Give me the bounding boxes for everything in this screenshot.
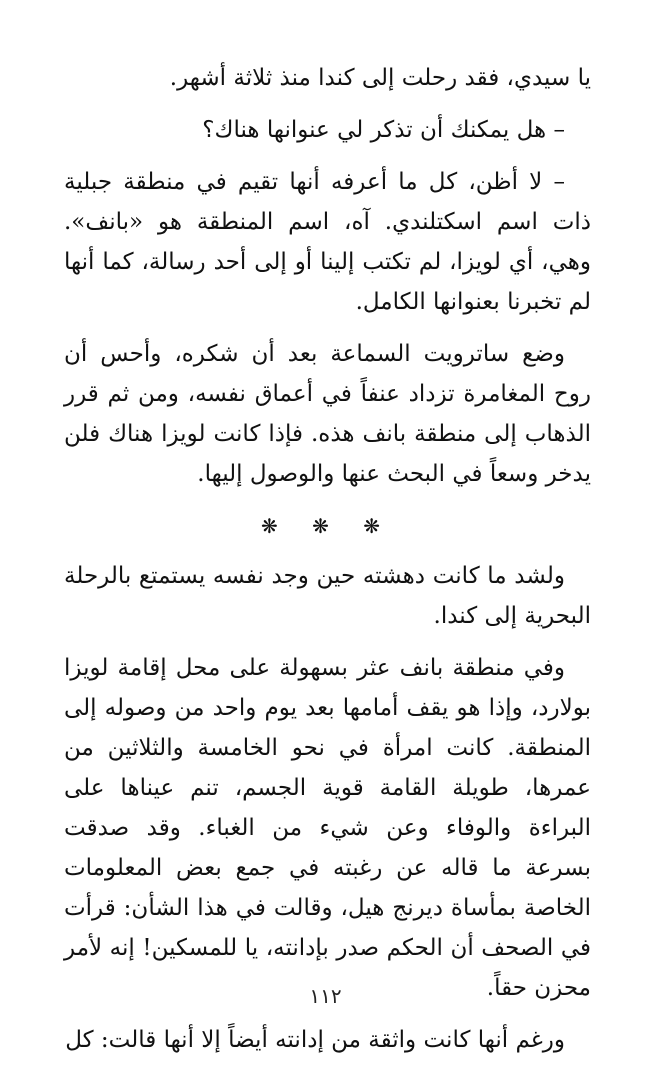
narrative-paragraph: وفي منطقة بانف عثر بسهولة على محل إقامة لويزا بولارد، وإذا هو يقف أمامها بعد يوم واحد من وصوله إلى المنطقة. كانت امرأة في نحو الخامسة والثلاثين من عمرها، طويلة القامة قوية الجسم، تنم عيناها على البراءة والوفاء وعن شيء من الغباء. وقد صدقت بسرعة ما قاله عن رغبته في جمع بعض المعلومات الخاصة بمأساة ديرنج هيل، وقالت في هذا الشأن: قرأت في الصحف أن الحكم صدر بإدانته، يا للمسكين! إنه لأمر محزن حقاً. xyxy=(64,655,591,1001)
dialogue-question: – هل يمكنك أن تذكر لي عنوانها هناك؟ xyxy=(202,117,565,143)
paragraph-continuation: يا سيدي، فقد رحلت إلى كندا منذ ثلاثة أشهر. xyxy=(169,65,591,91)
narrative-paragraph: ورغم أنها كانت واثقة من إدانته أيضاً إلا أنها قالت: كل xyxy=(65,1027,565,1053)
narrative-paragraph: وضع ساترويت السماعة بعد أن شكره، وأحس أن روح المغامرة تزداد عنفاً في أعماق نفسه، ومن ثم قرر الذهاب إلى منطقة بانف هذه. فإذا كانت لويزا هناك فلن يدخر وسعاً في البحث عنها والوصول إليها. xyxy=(64,341,591,487)
page-number: ١١٢ xyxy=(309,984,342,1008)
section-separator: ❋ ❋ ❋ xyxy=(261,514,394,538)
narrative-paragraph: ولشد ما كانت دهشته حين وجد نفسه يستمتع بالرحلة البحرية إلى كندا. xyxy=(64,563,591,629)
book-page-text xyxy=(64,58,591,1072)
dialogue-answer: – لا أظن، كل ما أعرفه أنها تقيم في منطقة جبلية ذات اسم اسكتلندي. آه، اسم المنطقة هو «بانف». وهي، أي لويزا، لم تكتب إلينا أو إلى أحد رسالة، كما أنها لم تخبرنا بعنوانها الكامل. xyxy=(64,169,591,315)
